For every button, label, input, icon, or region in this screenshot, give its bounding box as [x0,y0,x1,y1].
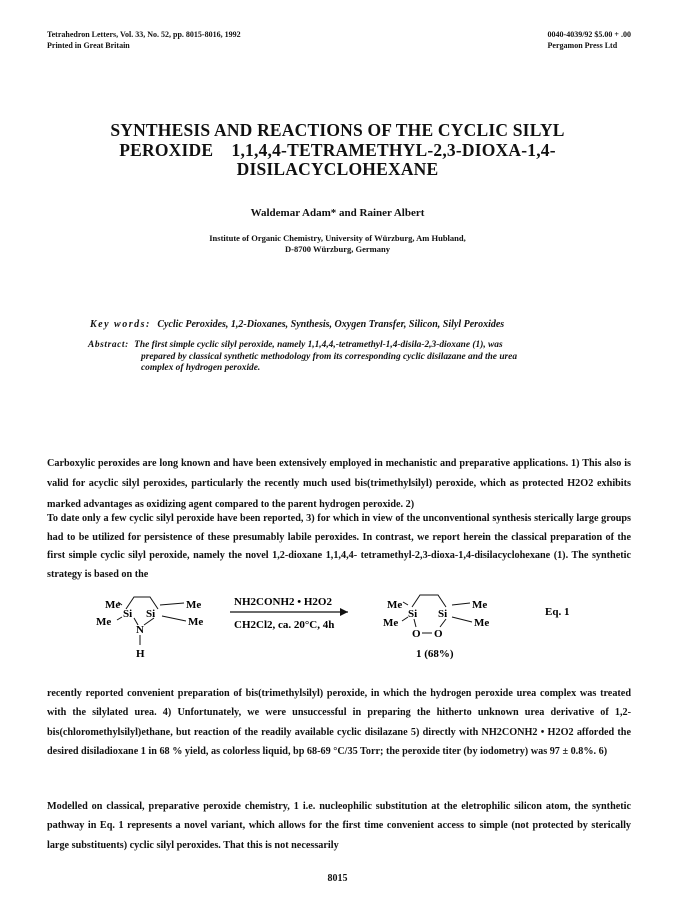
title-line-2: PEROXIDE 1,1,4,4-TETRAMETHYL-2,3-DIOXA-1,4- [119,139,556,160]
affiliation [0,233,675,255]
keywords-text: Cyclic Peroxides, 1,2-Dioxanes, Synthesis, Oxygen Transfer, Silicon, Silyl Peroxides [157,319,505,330]
authors: Waldemar Adam* and Rainer Albert [250,207,425,219]
me-label: Me [383,617,399,629]
product-label: 1 (68%) [416,648,454,660]
abstract [88,340,608,375]
abstract-line-2: prepared by classical synthetic methodology from its corresponding cyclic disilazane and the urea [141,351,518,362]
hydrogen-label: H [136,648,145,660]
journal-header [47,30,241,51]
oxygen-label: O [434,628,443,640]
reagent-line-2: CH2Cl2, ca. 20°C, 4h [234,619,335,631]
paragraph-4: Modelled on classical, preparative peroxide chemistry, 1 i.e. nucleophilic substitution at the eletrophilic silicon atom, the synthetic pathway in Eq. 1 represents a novel variant, which allows for the first time convenient access to simple (not protected by sterically large substituents) cyclic silyl peroxides. That this is not necessarily [47,801,631,851]
printed-in: Printed in Great Britain [47,40,130,50]
reactant-disilazane [96,597,203,660]
ring-bond [412,595,446,607]
paragraph-2: To date only a few cyclic silyl peroxide have been reported, 3) for which in view of the unconventional synthesis sterically large groups had to be utilized for persistence of these presumably labile peroxides. In contrast, we report herein the classical preparation of the first simple cyclic silyl peroxide, namely the novel 1,2-dioxane 1,1,4,4- tetramethyl-2,3-dioxa-1,4-disilacyclohexane (1). The synthetic strategy is based on the [47,513,631,580]
me-label: Me [186,599,202,611]
price-code: 0040-4039/92 $5.00 + .00 [547,30,631,39]
affiliation-line-2: D-8700 Würzburg, Germany [285,244,390,254]
title-line-1: SYNTHESIS AND REACTIONS OF THE CYCLIC SILYL [110,120,565,140]
si-label: Si [123,608,133,620]
paragraph-1: Carboxylic peroxides are long known and have been extensively employed in mechanistic and preparative applications. 1) This also is valid for acyclic silyl peroxides, particularly the recently much used bis(trimethylsilyl) peroxide, which as protected H2O2 exhibits marked advantages as oxidizing agent compared to the parent hydrogen peroxide. 2) [47,458,631,510]
oxygen-label: O [412,628,421,640]
me-label: Me [105,599,121,611]
me-label: Me [474,617,490,629]
title-line-3: DISILACYCLOHEXANE [236,159,439,179]
journal-citation: Tetrahedron Letters, Vol. 33, No. 52, pp. 8015-8016, 1992 [47,30,241,39]
publisher-header [548,30,631,51]
me-label: Me [387,599,403,611]
nitrogen-label: N [136,624,144,636]
publisher-name: Pergamon Press Ltd [547,40,618,50]
si-label: Si [146,608,156,620]
me-label: Me [188,616,204,628]
keywords [90,319,610,330]
paper-title [40,121,635,180]
reagent-line-1: NH2CONH2 • H2O2 [234,596,332,608]
me-label: Me [472,599,488,611]
reaction-arrow [230,596,348,631]
product-peroxide [383,595,489,660]
keywords-label: Key words: [90,319,151,330]
abstract-line-3: complex of hydrogen peroxide. [141,363,261,374]
affiliation-line-1: Institute of Organic Chemistry, University of Würzburg, Am Hubland, [209,233,466,243]
page-number: 8015 [327,873,348,884]
si-label: Si [408,608,418,620]
si-label: Si [438,608,448,620]
abstract-line-1: The first simple cyclic silyl peroxide, namely 1,1,4,4,-tetramethyl-1,4-disila-2,3-dioxane (1), was [134,340,503,350]
me-label: Me [96,616,112,628]
reaction-scheme [90,585,610,665]
equation-label: Eq. 1 [545,606,570,618]
abstract-label: Abstract: [88,340,129,350]
paragraph-3: recently reported convenient preparation of bis(trimethylsilyl) peroxide, in which the hydrogen peroxide urea complex was treated with the silylated urea. 4) Unfortunately, we were unsuccessful in preparing the hitherto unknown urea derivative of 1,2-bis(chloromethylsilyl)ethane, but reaction of the readily available cyclic disilazane 5) directly with NH2CONH2 • H2O2 afforded the desired disiladioxane 1 in 68 % yield, as colorless liquid, bp 68-69 °C/35 Torr; the peroxide titer (by iodometry) was 97 ± 0.8%. 6) [47,688,631,757]
